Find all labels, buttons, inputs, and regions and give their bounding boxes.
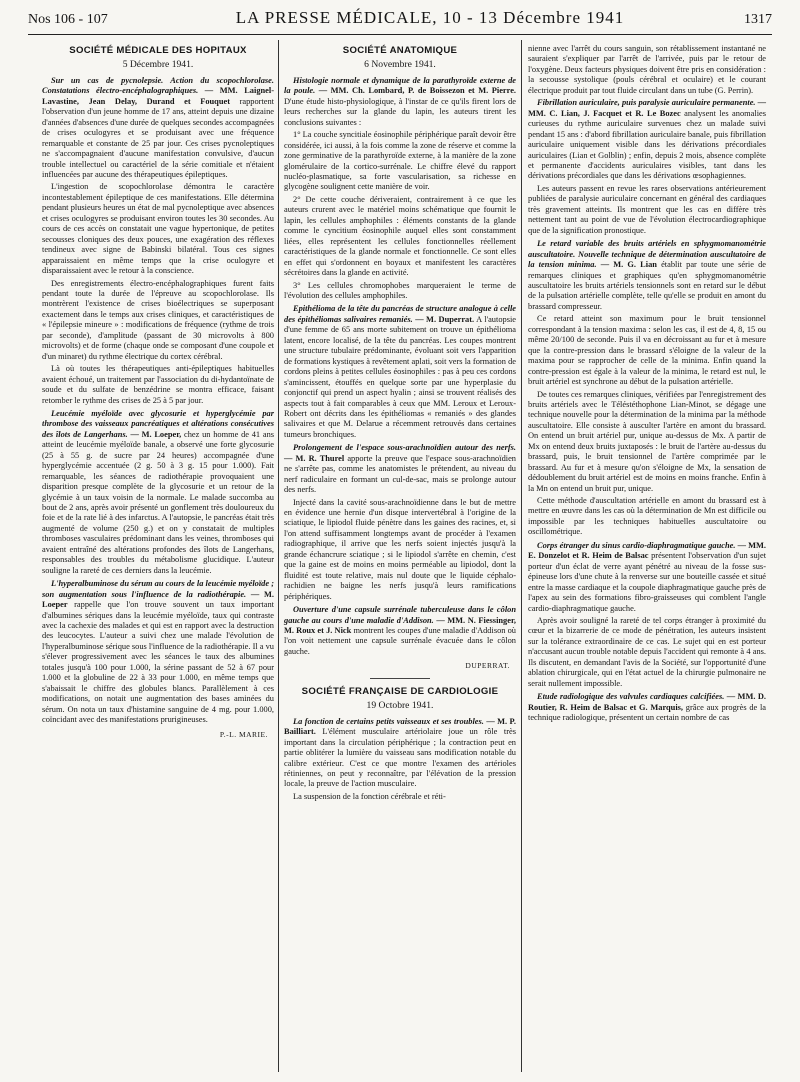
article-authors: — MM. Laignel-Lavastine, Jean Delay, Durand et Fouquet: [42, 86, 275, 106]
article-corps-etranger: [528, 541, 766, 689]
journal-title: LA PRESSE MÉDICALE, 10 - 13 Décembre 1941: [235, 8, 625, 27]
paragraph: De toutes ces remarques cliniques, vérifiées par l'enregistrement des bruits artériels avec le Téléstéthophone Lian-Minot, se dégage une technique nouvelle pour la détermination de la minima par la méthode auscultatoire. Elle consiste à ausculter l'artère en amont du brassard. On entend un bruit artériel pur, unique au-dessus de Mx. A partir de Mx on entend deux bruits juxtaposés : le bruit de l'artère au-dessus du brassard, puis, le bruit tensionnel de l'artère comprimée par le brassard. Au fur et à mesure qu'on s'éloigne de Mx, la sensation de dédoublement du bruit artériel est de moins en moins franche. Enfin à la Mn on entend un bruit pur, unique.: [528, 389, 766, 493]
article-valvules: [528, 692, 766, 723]
article-text: rapportent l'observation d'un jeune homme de 17 ans, atteint depuis une dizaine d'années d'absences d'une durée de quelques secondes accompagnées de crises oculogyres et se produisant avec une fréquence remarquable et constante de 25 par jour. Ces crises pycnoleptiques ne s'accompagnaient d'aucune manifestation convulsive, d'aucun trouble intellectuel ou caractériel de la série comitiale et n'étaient influencées par aucune des thérapeutiques épileptiques.: [42, 96, 275, 179]
article-title: Fibrillation auriculaire, puis paralysie auriculaire permanente.: [537, 98, 756, 108]
section-heading: SOCIÉTÉ ANATOMIQUE: [342, 45, 458, 56]
article-text: montrent les coupes d'une maladie d'Addison où l'on voit nettement une capsule surrénale évacuée dans le côlon gauche.: [284, 626, 516, 656]
paragraph: Des enregistrements électro-encéphalographiques furent faits pendant toute la durée de l'épreuve au scopochlorolase. Ils montrèrent l'existence de crises bioélectriques se superposant exactement dans le temps aux crises cliniques, et caractéristiques de « l'épilepsie mineure » : modifications de fréquence (rythme de trois par seconde), d'amplitude (passant de 30 microvolts à 800 microvolts) et de forme (chaque onde se composant d'une coupole et d'un minaret) du rythme électrique du cortex cérébral.: [42, 278, 274, 361]
page-number: 1317: [744, 12, 772, 27]
article-authors: — M. G. Lian: [600, 260, 657, 270]
article-text: grâce aux progrès de la technique radiologique, présentent un certain nombre de cas: [528, 702, 766, 723]
article-authors: — M. P. Bailliart.: [284, 716, 516, 737]
paragraph-continued: nienne avec l'arrêt du cours sanguin, son rétablissement instantané ne sauraient s'expliquer par l'arrêt de l'arrivée, puis par le retour de l'oxygène. Deux facteurs physiques doivent être pris en considération : la secousse systolique (pouls cérébral et oculaire) et le courant électrique produit par tout fluide circulant dans un tube (G. Perrin).: [528, 44, 766, 95]
article-authors: — MM. Ch. Lombard, P. de Boissezon et M. Pierre.: [318, 86, 517, 96]
article-text: apporte la preuve que l'espace sous-arachnoïdien ne s'arrête pas, comme les anatomistes le prétendent, au niveau du nerf radiculaire en formant un cul-de-sac, mais se prolonge autour des nerfs.: [284, 453, 516, 495]
article-title: L'hyperalbuminose du sérum au cours de la leucémie myéloïde ; son augmentation sous l'influence de la radiothérapie.: [42, 579, 274, 599]
article-petits-vaisseaux: [284, 717, 516, 803]
paragraph: Après avoir souligné la rareté de tel corps étranger à proximité du cœur et la bizarrerie de ce mode de pénétration, les auteurs insistent sur la tolérance extraordinaire de ce cas. Le sujet qui en est porteur n'accusant aucun trouble notable depuis l'accident qui remonte à 4 ans. Ils discutent, en demandant l'avis de la Société, sur l'opportunité d'une ablation chirurgicale, qui en l'état actuel de la chirurgie pulmonaire ne serait nullement impossible.: [528, 616, 766, 688]
article-addison: [284, 605, 516, 657]
paragraph: Ce retard atteint son maximum pour le bruit tensionnel correspondant à la tension maxima : selon les cas, il est de 4, 8, 15 ou même 20/100 de seconde. Puis il va en décroissant au fur et à mesure que la contre-pression dans le brassard s'éloigne de la valeur de la maxima pour se rapprocher de celle de la minima. Enfin quand la contre-pression est égale à la valeur de la minima, le retard est nul, le bruit artériel est synchrone au début de la pulsation artérielle.: [528, 314, 766, 387]
column-2: [284, 44, 516, 805]
article-text: chez un homme de 41 ans atteint de leucémie myéloïde banale, a observé une forte glycosurie (25 à 55 g. de sucre par 24 heures) accompagnée d'une hyperglycémie accentuée (2 g. 50 à 3 g. 15 pour 1.000). Fait remarquable, les séances de radiothérapie provoquaient une disparition presque complète de la glycosurie et un retour de la glycémie à un taux voisin de la normale. Le malade succomba au bout de 2 ans, après avoir présenté un gonflement très douloureux du foie et de la rate lié à des infarctus. A l'autopsie, le pancréas était très augmenté de volume (250 g.) et on y constatait de multiples thromboses vasculaires prédominant dans les veines, thromboses qui avaient entraîné des altérations profondes des îlots de Langerhans, responsables des troubles du métabolisme glucidique. L'auteur souligne la rareté de ces derniers dans la leucémie.: [42, 429, 275, 575]
article-authors: — MM. D. Routier, R. Heim de Balsac et G. Marquis,: [528, 692, 767, 712]
session-date: 6 Novembre 1941.: [364, 59, 436, 71]
section-heading: SOCIÉTÉ MÉDICALE DES HOPITAUX: [69, 45, 247, 56]
paragraph: Injecté dans la cavité sous-arachnoïdienne dans le but de mettre en évidence une hernie d'un disque intervertébral à l'origine de la sciatique, le lipiodol fluide pénètre dans les gaines des racines, et, si l'on attend suffisamment longtemps avant de procéder à l'examen radiographique, il arrive que les nerfs soient injectés jusqu'à la grande échancrure sciatique ; si le lipiodol s'arrête en chemin, c'est que la gaine est de moins en moins perméable au lipiodol, dont la fluidité est toute relative, mais nul doute que le liquide céphalo-rachidien ne baigne les nerfs jusqu'à leurs ramifications périphériques.: [284, 497, 516, 601]
article-leucemie-glycosurie: [42, 409, 274, 576]
article-text: présentent l'observation d'un sujet porteur d'un éclat de verre ayant pénétré au niveau de la fosse sus-épineuse lors d'une chute à la renverse sur une bouteille cassée et situé entre la masse cardiaque et la coupole diaphragmatique gauche près de l'apex au sein des formations fibro-graisseuses qui comblent l'angle cardio-diaphragmatique gauche.: [528, 551, 767, 613]
paragraph: 1° La couche syncitiale éosinophile périphérique paraît devoir être considérée, ici aussi, à la fois comme la zone de réserve et comme la zone germinative de la parathyroïde externe, à la manière de la zone glomérulaire de la cortico-surrénale. Le chiffre élevé du rapport nucléo-plasmatique, sa forte vascularisation, sa richesse en glycogène soulignent cette manière de voir.: [284, 130, 516, 192]
paragraph: 2° De cette couche dériveraient, contrairement à ce que les auteurs crurent avec le matériel moins schématique que fournit le lapin, les cellules amphophiles : éléments constants de la glande comme le cyncitium éosinophile auquel elles sont constamment liées, elles représentent les cellules fonctionnelles réellement caractéristiques de la glande normale et fonctionnelle. Ce sont elles en effet qui s'ordonnent en boyaux et manifestent les caractères sécrétoires dans la glande en activité.: [284, 194, 516, 278]
article-pycnolepsie: [42, 76, 274, 406]
article-epithelioma: [284, 304, 516, 440]
paragraph: La suspension de la fonction cérébrale et réti-: [293, 791, 446, 801]
article-title: Etude radiologique des valvules cardiaques calcifiées.: [537, 692, 725, 702]
article-text: A l'autopsie d'une femme de 65 ans morte subitement on trouve un épithélioma latent, encore localisé, de la tête du pancréas. Les coupes montrent une structure tubulaire prédominante, évoluant soit vers l'apparition de formations kystiques à revêtement aplati, soit vers la formation de cordons pleins à petites cellules éosinophiles : pas à peu ces cordons s'amincissent, étouffés en quelque sorte par une hyperplasie du conjonctif qui prend un aspect hyalin ; ainsi se trouvent réalisés des aspects tout à fait comparables à ceux que MM. Leroux et Leroux-Robert ont décrits dans les épithéliomas « remaniés » des glandes salivaires et que M. Delarue a récemment retrouvés dans certaines tumeurs bronchiques.: [284, 314, 516, 439]
article-text: L'élément musculaire artériolaire joue un rôle très important dans la circulation périphérique ; la contraction peut en partie oblitérer la lumière du vaisseau sans modification notable du calibre extérieur. C'est ce que montre l'examen des artérioles rétiniennes, on peut y reconnaître, par l'élévation de la pression locale, la preuve de l'action musculaire.: [284, 727, 516, 789]
issue-number: Nos 106 - 107: [28, 12, 108, 27]
article-bruits-arteriels: [528, 239, 766, 538]
article-authors: — M. Loeper: [42, 589, 275, 610]
signature: DUPERRAT.: [465, 661, 510, 671]
article-title: Ouverture d'une capsule surrénale tuberculeuse dans le côlon gauche au cours d'une maladie d'Addison.: [284, 605, 516, 625]
paragraph: Là où toutes les thérapeutiques anti-épileptiques habituelles avaient échoué, un traitement par l'association du di-hydantoïnate de soude et du sulfate de benzédrine se montra efficace, faisant retomber le rythme des crises de 25 à 5 par jour.: [42, 364, 274, 405]
article-title: Prolongement de l'espace sous-arachnoïdien autour des nerfs.: [293, 443, 516, 453]
article-authors: — M. Loeper,: [130, 429, 182, 439]
article-authors: — MM. N. Fiessinger, M. Roux et J. Nick: [284, 615, 516, 636]
article-authors: — M. Duperrat.: [415, 314, 475, 324]
column-1: [42, 44, 274, 746]
article-fibrillation: [528, 98, 766, 236]
column-3: [528, 44, 766, 727]
article-authors: — MM. E. Donzelot et R. Heim de Balsac: [528, 540, 767, 561]
article-text: analysent les anomalies curieuses du rythme auriculaire survenues chez un malade suivi pendant 15 ans : d'abord fibrillation auriculaire banale, puis fibrillation auriculaire uniquement visible dans les dérivations précordiales auriculaires (Lian et Golblin) ; enfin, depuis 2 mois, absence complète et permanente d'accidents auriculaires visibles, tant dans les dérivations précordiales que dans les dérivations œsophagiennes.: [528, 108, 767, 181]
article-title: La fonction de certains petits vaisseaux et ses troubles.: [293, 716, 484, 726]
session-date: 5 Décembre 1941.: [122, 59, 194, 71]
article-title: Corps étranger du sinus cardio-diaphragmatique gauche.: [537, 540, 736, 550]
page-header: [28, 8, 772, 35]
article-authors: — M. R. Thurel: [284, 453, 345, 463]
article-title: Sur un cas de pycnolepsie. Action du scopochlorolase. Constatations électro-encéphalographiques.: [42, 75, 274, 96]
column-rule-1: [278, 40, 279, 1072]
article-title: Epithélioma de la tête du pancréas de structure analogue à celle des épithéliomas salivaires remaniés.: [284, 304, 516, 324]
article-authors: — MM. C. Lian, J. Facquet et R. Le Bozec: [528, 98, 766, 118]
section-heading: SOCIÉTÉ FRANÇAISE DE CARDIOLOGIE: [301, 685, 499, 697]
paragraph: L'ingestion de scopochlorolase démontra le caractère incontestablement épileptique de ces manifestations. Elle détermina pendant plusieurs heures un état de mal pycnoleptique avec absences et crises oculogyres se produisant environ toutes les 30 secondes. Au cours de ces accès on constatait une vague hypertonique, de petites secousses cloniques des deux pouces, une exagération des réflexes tendineux avec signe de Babinski bilatéral. Tous ces signes apparaissaient en même temps que la crise oculogyre et disparaissaient avec le retour à la conscience.: [42, 182, 274, 276]
signature: P.-L. MARIE.: [219, 729, 268, 739]
column-rule-2: [521, 40, 522, 1072]
paragraph: Les auteurs passent en revue les rares observations antérieurement publiées de paralysie auriculaire concernant en général des cardiaques très gravement atteints. Ils montrent que les cas en diffère très nettement tant au point de vue de l'évolution électrocardiographique que de la signification pronostique.: [528, 183, 766, 235]
paragraph: 3° Les cellules chromophobes marqueraient le terme de l'évolution des cellules amphophiles.: [284, 280, 516, 300]
article-title: Leucémie myéloïde avec glycosurie et hyperglycémie par thrombose des vaisseaux pancréatiques et altérations consécutives des îlots de Langerhans.: [42, 408, 274, 439]
section-divider: [370, 678, 430, 679]
article-text: D'une étude histo-physiologique, à l'instar de ce qu'ils firent lors de leurs recherches sur la glande du lapin, les auteurs tirent les conclusions suivantes :: [284, 96, 516, 127]
article-hyperalbuminose: [42, 579, 274, 725]
article-parathyroide: [284, 76, 516, 302]
paragraph: Cette méthode d'auscultation artérielle en amont du brassard est à mettre en œuvre dans les cas où la détermination de Mn est difficile ou impossible par les techniques habituelles auscultatoire ou oscillométrique.: [528, 496, 766, 537]
article-text: établit par toute une série de remarques cliniques et graphiques qu'en sphygmomanométrie auscultatoire les bruits artériels tensionnels sont en retard sur le début de la pulsation artérielle complète, telle qu'elle se produit en amont du brassard compresseur.: [528, 260, 766, 311]
article-text: rappelle que l'on trouve souvent un taux important d'albumines sériques dans la leucémie myéloïde, taux qui contraste avec la cachexie des malades et qui est en rapport avec la destruction des leucocytes. L'auteur a suivi chez une malade l'évolution de l'hyperalbuminose sérique sous l'influence de la radiothérapie. Il a vu s'élever progressivement avec les séances le taux des albumines totales jusqu'à 100 pour 1.000, la sérine passant de 52 à 67 pour 1.000 et la globuline de 22 à 33 pour 1.000, en même temps que s'abaissait le chiffre des globules blancs. Parallèlement à ces modifications, on notait une augmentation des bases aminées du sérum. On nota un taux d'histamine sanguine de 4 mg. pour 1.000, coïncidant avec des manifestations prurigineuses.: [42, 600, 274, 725]
article-sous-arachnoidien: [284, 443, 516, 602]
article-title: Le retard variable des bruits artériels en sphygmomanométrie auscultatoire. Nouvelle technique de détermination auscultatoire de la tension minima.: [528, 239, 766, 270]
session-date: 19 Octobre 1941.: [366, 700, 434, 712]
article-title: Histologie normale et dynamique de la parathyroïde externe de la poule.: [284, 75, 516, 96]
